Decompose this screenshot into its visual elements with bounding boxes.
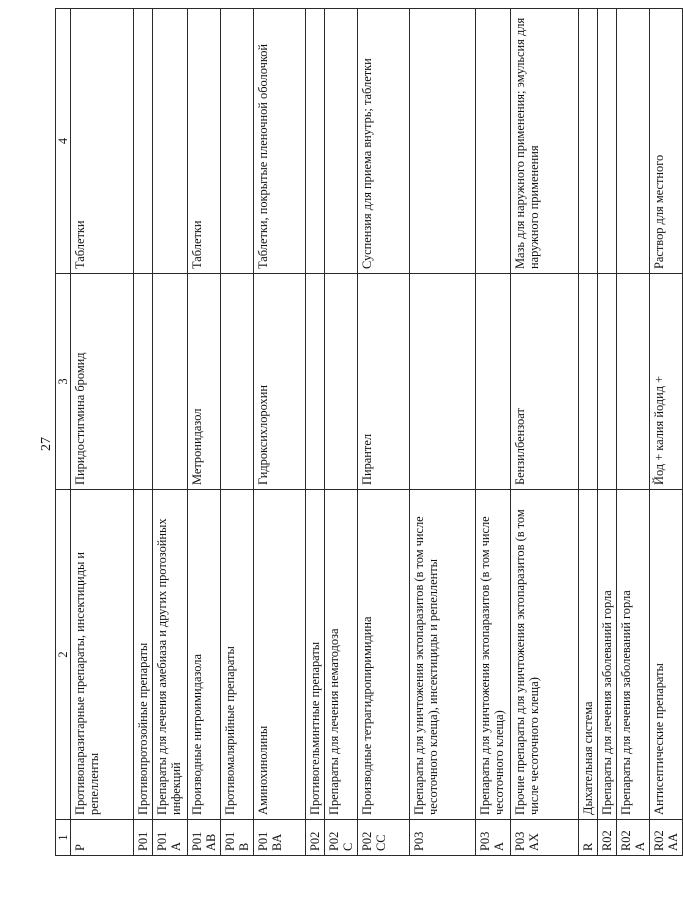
atc-code-cell: P01A <box>153 820 188 856</box>
table-row <box>579 9 598 856</box>
dosage-form-cell: Раствор для местного <box>650 9 683 274</box>
substance-cell <box>410 274 476 490</box>
dosage-form-cell <box>598 9 617 274</box>
table-row <box>306 9 325 856</box>
substance-cell: Пирантел <box>358 274 410 490</box>
substance-cell: Пиридостигмина бромид <box>71 274 134 490</box>
atc-code-cell: P03AX <box>511 820 579 856</box>
rotated-table-container <box>55 9 680 856</box>
atc-code-cell: P03A <box>476 820 511 856</box>
substance-cell <box>598 274 617 490</box>
column-number: 3 <box>56 274 71 490</box>
medicines-table <box>55 8 683 856</box>
table-row <box>254 9 306 856</box>
atc-code-cell: R02AA <box>650 820 683 856</box>
table-row <box>153 9 188 856</box>
table-row <box>410 9 476 856</box>
atc-code-cell: R <box>579 820 598 856</box>
group-name-cell: Противогельминтные препараты <box>306 490 325 820</box>
table-row <box>221 9 254 856</box>
substance-cell: Йод + калия йодид + <box>650 274 683 490</box>
group-name-cell: Препараты для уничтожения эктопаразитов (в том числе чесоточного клеща) <box>476 490 511 820</box>
table-row <box>617 9 650 856</box>
column-number: 1 <box>56 820 71 856</box>
group-name-cell: Противопротозойные препараты <box>134 490 153 820</box>
dosage-form-cell <box>221 9 254 274</box>
dosage-form-cell: Суспензия для приема внутрь; таблетки <box>358 9 410 274</box>
table-row <box>476 9 511 856</box>
atc-code-cell: P01AB <box>188 820 221 856</box>
group-name-cell: Производные тетрагидропиримидина <box>358 490 410 820</box>
dosage-form-cell: Таблетки, покрытые пленочной оболочкой <box>254 9 306 274</box>
group-name-cell: Дыхательная система <box>579 490 598 820</box>
substance-cell <box>153 274 188 490</box>
atc-code-cell: P02 <box>306 820 325 856</box>
column-number: 4 <box>56 9 71 274</box>
substance-cell <box>579 274 598 490</box>
substance-cell <box>617 274 650 490</box>
table-row <box>134 9 153 856</box>
table-row <box>650 9 683 856</box>
dosage-form-cell <box>134 9 153 274</box>
substance-cell <box>325 274 358 490</box>
group-name-cell: Прочие препараты для уничтожения эктопаразитов (в том числе чесоточного клеща) <box>511 490 579 820</box>
substance-cell <box>476 274 511 490</box>
dosage-form-cell <box>410 9 476 274</box>
group-name-cell: Противопаразитарные препараты, инсектициды и репелленты <box>71 490 134 820</box>
substance-cell <box>306 274 325 490</box>
atc-code-cell: R02 <box>598 820 617 856</box>
table-row <box>188 9 221 856</box>
substance-cell: Гидроксихлорохин <box>254 274 306 490</box>
group-name-cell: Препараты для лечения нематодоза <box>325 490 358 820</box>
group-name-cell: Препараты для лечения амебиаза и других протозойных инфекций <box>153 490 188 820</box>
group-name-cell: Аминохинолины <box>254 490 306 820</box>
group-name-cell: Антисептические препараты <box>650 490 683 820</box>
dosage-form-cell: Таблетки <box>188 9 221 274</box>
column-number: 2 <box>56 490 71 820</box>
atc-code-cell: R02A <box>617 820 650 856</box>
table-row <box>598 9 617 856</box>
table-row <box>511 9 579 856</box>
atc-code-cell: P01B <box>221 820 254 856</box>
group-name-cell: Препараты для лечения заболеваний горла <box>617 490 650 820</box>
substance-cell <box>134 274 153 490</box>
table-row <box>358 9 410 856</box>
atc-code-cell: P01 <box>134 820 153 856</box>
group-name-cell: Препараты для уничтожения эктопаразитов (в том числе чесоточного клеща), инсектициды и репелленты <box>410 490 476 820</box>
dosage-form-cell: Таблетки <box>71 9 134 274</box>
substance-cell: Метронидазол <box>188 274 221 490</box>
group-name-cell: Противомалярийные препараты <box>221 490 254 820</box>
column-number-row <box>56 9 71 856</box>
dosage-form-cell <box>306 9 325 274</box>
substance-cell <box>221 274 254 490</box>
atc-code-cell: P03 <box>410 820 476 856</box>
atc-code-cell: P <box>71 820 134 856</box>
table-row <box>71 9 134 856</box>
page-number: 27 <box>39 437 54 451</box>
dosage-form-cell <box>579 9 598 274</box>
dosage-form-cell <box>325 9 358 274</box>
atc-code-cell: P02C <box>325 820 358 856</box>
dosage-form-cell: Мазь для наружного применения; эмульсия для наружного применения <box>511 9 579 274</box>
atc-code-cell: P02CC <box>358 820 410 856</box>
dosage-form-cell <box>153 9 188 274</box>
table-row <box>325 9 358 856</box>
group-name-cell: Производные нитроимидазола <box>188 490 221 820</box>
group-name-cell: Препараты для лечения заболеваний горла <box>598 490 617 820</box>
dosage-form-cell <box>476 9 511 274</box>
dosage-form-cell <box>617 9 650 274</box>
atc-code-cell: P01BA <box>254 820 306 856</box>
substance-cell: Бензилбензоат <box>511 274 579 490</box>
